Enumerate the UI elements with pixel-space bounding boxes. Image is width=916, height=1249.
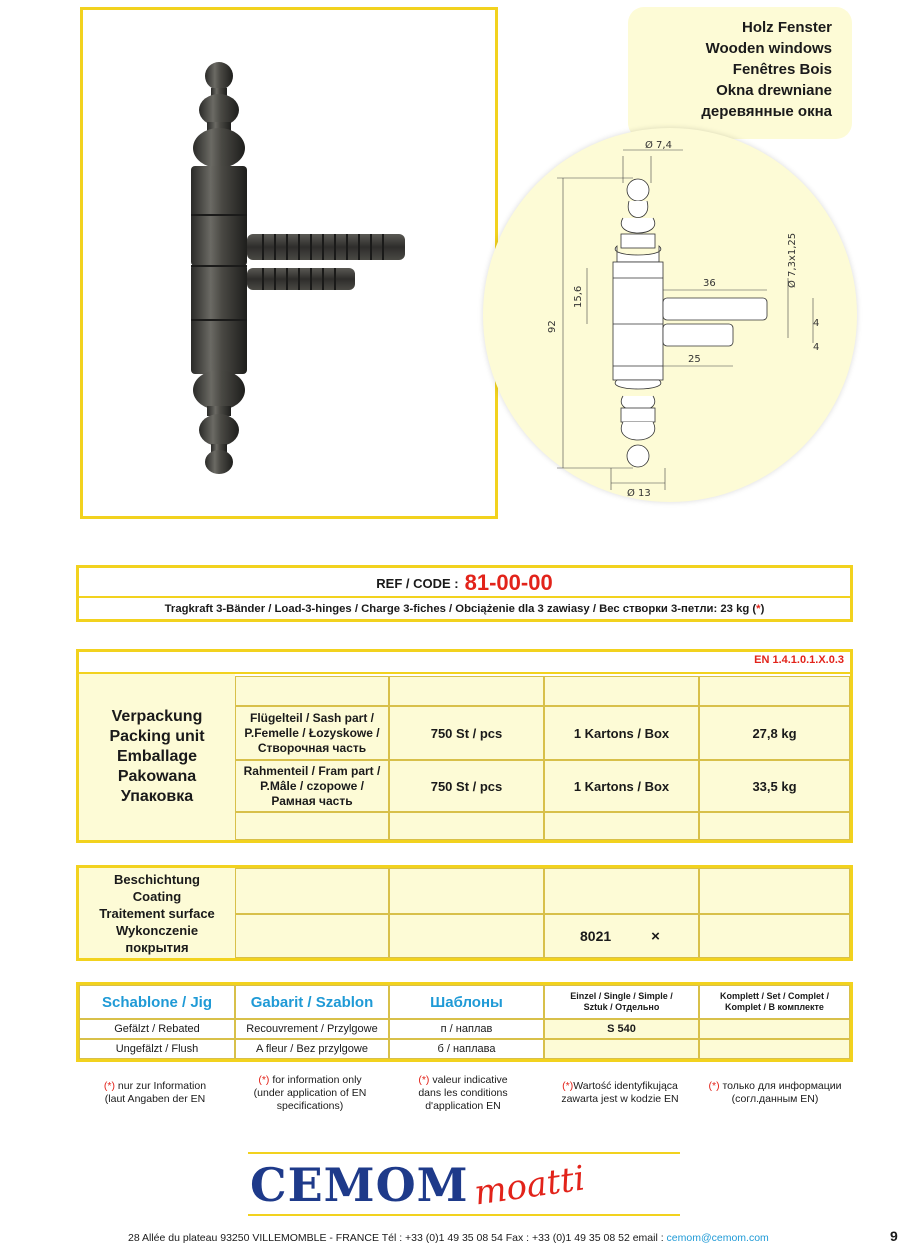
dim-36: 36	[703, 278, 716, 289]
note-en-l2: (under application of EN	[253, 1087, 367, 1099]
coating-title-fr: Traitement surface	[99, 905, 215, 921]
note-fr-l2: dans les conditions	[418, 1087, 508, 1099]
coating-title	[79, 868, 235, 958]
title-line-en: Wooden windows	[705, 40, 832, 57]
coating-title-ru: покрытия	[125, 939, 189, 955]
brand-script: moatti	[471, 1158, 588, 1214]
note-de	[80, 1080, 230, 1106]
note-en-star: (*)	[258, 1074, 270, 1086]
coating-table	[76, 865, 853, 961]
note-ru-star: (*)	[708, 1080, 720, 1092]
window-type-label	[628, 7, 852, 139]
dim-bottom: Ø 13	[627, 488, 651, 499]
hinge-photo	[83, 10, 495, 516]
note-fr-star: (*)	[418, 1074, 430, 1086]
note-fr-l1: valeur indicative	[429, 1074, 508, 1086]
set-header-l1: Komplett / Set / Complet /	[719, 991, 829, 1001]
ref-label: REF / CODE :	[376, 575, 459, 591]
jig-r2-c5	[699, 1039, 850, 1059]
packing-title-ru: Упаковка	[120, 788, 194, 805]
note-de-l2: (laut Angaben der EN	[104, 1093, 206, 1105]
packing-title-fr: Emballage	[116, 748, 198, 765]
part-frame-l3: Рамная часть	[271, 793, 353, 808]
part-sash-l2: P.Femelle / Łozyskowe /	[244, 725, 380, 740]
technical-drawing	[483, 128, 857, 502]
jig-r1-c2: Recouvrement / Przylgowe	[235, 1019, 389, 1039]
part-sash-l1: Flügelteil / Sash part /	[249, 710, 375, 725]
coating-title-de: Beschichtung	[114, 871, 200, 887]
dim-4b: 4	[813, 342, 820, 353]
dimension-drawing	[483, 128, 857, 502]
jig-header-set	[699, 985, 850, 1019]
packing-title	[79, 674, 235, 840]
qty-sash: 750 St / pcs	[389, 706, 544, 760]
page-number: 9	[890, 1228, 898, 1244]
part-sash	[235, 706, 389, 760]
dim-top: Ø 7,4	[645, 140, 672, 151]
coating-code: 8021	[580, 928, 612, 944]
brand-name: CEMOM	[250, 1158, 469, 1212]
note-en-l1: for information only	[269, 1074, 362, 1086]
note-ru-l2: (согл.данным EN)	[731, 1093, 819, 1105]
title-line-ru: деревянные окна	[701, 103, 832, 120]
jig-header-3: Шаблоны	[389, 985, 544, 1019]
packing-table	[76, 649, 853, 843]
note-en-l3: specifications)	[276, 1100, 344, 1112]
coating-title-pl: Wykonczenie	[115, 922, 199, 938]
part-frame	[235, 760, 389, 812]
packing-title-en: Packing unit	[109, 728, 205, 745]
jig-r1-c5	[699, 1019, 850, 1039]
note-pl-l1: Wartość identyfikująca	[573, 1080, 678, 1092]
load-star: *	[756, 603, 761, 615]
jig-r1-c4: S 540	[544, 1019, 699, 1039]
jig-r2-c2: A fleur / Bez przylgowe	[235, 1039, 389, 1059]
title-line-pl: Okna drewniane	[716, 82, 832, 99]
title-line-fr: Fenêtres Bois	[732, 61, 832, 78]
weight-sash: 27,8 kg	[699, 706, 850, 760]
dim-thread: Ø 7,3x1,25	[787, 232, 798, 288]
jig-table	[76, 982, 853, 1062]
dim-4a: 4	[813, 318, 820, 329]
dim-25: 25	[688, 354, 701, 365]
note-de-l1: nur zur Information	[115, 1080, 207, 1092]
footer-email[interactable]: cemom@cemom.com	[666, 1232, 769, 1244]
coating-title-en: Coating	[132, 888, 182, 904]
note-de-star: (*)	[103, 1080, 116, 1092]
coating-mark: ×	[651, 927, 660, 945]
note-en	[235, 1074, 385, 1113]
part-frame-l1: Rahmenteil / Fram part /	[243, 763, 381, 778]
note-ru	[700, 1080, 850, 1106]
part-sash-l3: Створочная часть	[257, 740, 367, 755]
jig-header-single	[544, 985, 699, 1019]
brand-logo	[248, 1152, 680, 1220]
jig-r1-c3: п / наплав	[389, 1019, 544, 1039]
coating-code-cell	[544, 914, 699, 958]
dim-15-6: 15,6	[573, 285, 584, 308]
load-close: )	[760, 603, 765, 615]
load-line	[79, 600, 850, 618]
part-frame-l2: P.Mâle / czopowe /	[260, 778, 364, 793]
footer-address	[128, 1232, 769, 1244]
box-frame: 1 Kartons / Box	[544, 760, 699, 812]
en-code: EN 1.4.1.0.1.X.0.3	[754, 654, 844, 666]
jig-r2-c3: б / наплава	[389, 1039, 544, 1059]
set-header-l2: Komplet / В комплекте	[725, 1002, 824, 1012]
packing-title-de: Verpackung	[111, 708, 203, 725]
weight-frame: 33,5 kg	[699, 760, 850, 812]
ref-table	[76, 565, 853, 622]
jig-header-2: Gabarit / Szablon	[235, 985, 389, 1019]
packing-title-pl: Pakowana	[117, 768, 197, 785]
note-pl-star: (*)	[562, 1080, 574, 1092]
note-pl	[540, 1080, 700, 1106]
jig-r2-c1: Ungefälzt / Flush	[79, 1039, 235, 1059]
note-ru-l1: только для информации	[719, 1080, 842, 1092]
product-photo-frame	[80, 7, 498, 519]
single-header-l2: Sztuk / Отдельно	[583, 1002, 660, 1012]
box-sash: 1 Kartons / Box	[544, 706, 699, 760]
single-header-l1: Einzel / Single / Simple /	[570, 991, 673, 1001]
note-pl-l2: zawarta jest w kodzie EN	[561, 1093, 679, 1105]
note-fr-l3: d'application EN	[425, 1100, 501, 1112]
jig-r1-c1: Gefälzt / Rebated	[79, 1019, 235, 1039]
ref-code: 81-00-00	[464, 570, 553, 595]
jig-r2-c4	[544, 1039, 699, 1059]
jig-header-1: Schablone / Jig	[79, 985, 235, 1019]
footer-text: 28 Allée du plateau 93250 VILLEMOMBLE - FRANCE Tél : +33 (0)1 49 35 08 54 Fax : +33 (0)1 49 35 08 52 email :	[128, 1232, 667, 1244]
title-line-de: Holz Fenster	[741, 19, 832, 36]
load-text: Tragkraft 3-Bänder / Load-3-hinges / Charge 3-fiches / Obciążenie dla 3 zawiasy / Вес створки 3-петли: 23 kg (	[164, 603, 757, 615]
note-fr	[388, 1074, 538, 1113]
dim-92: 92	[547, 320, 558, 333]
ref-line	[79, 570, 850, 598]
qty-frame: 750 St / pcs	[389, 760, 544, 812]
